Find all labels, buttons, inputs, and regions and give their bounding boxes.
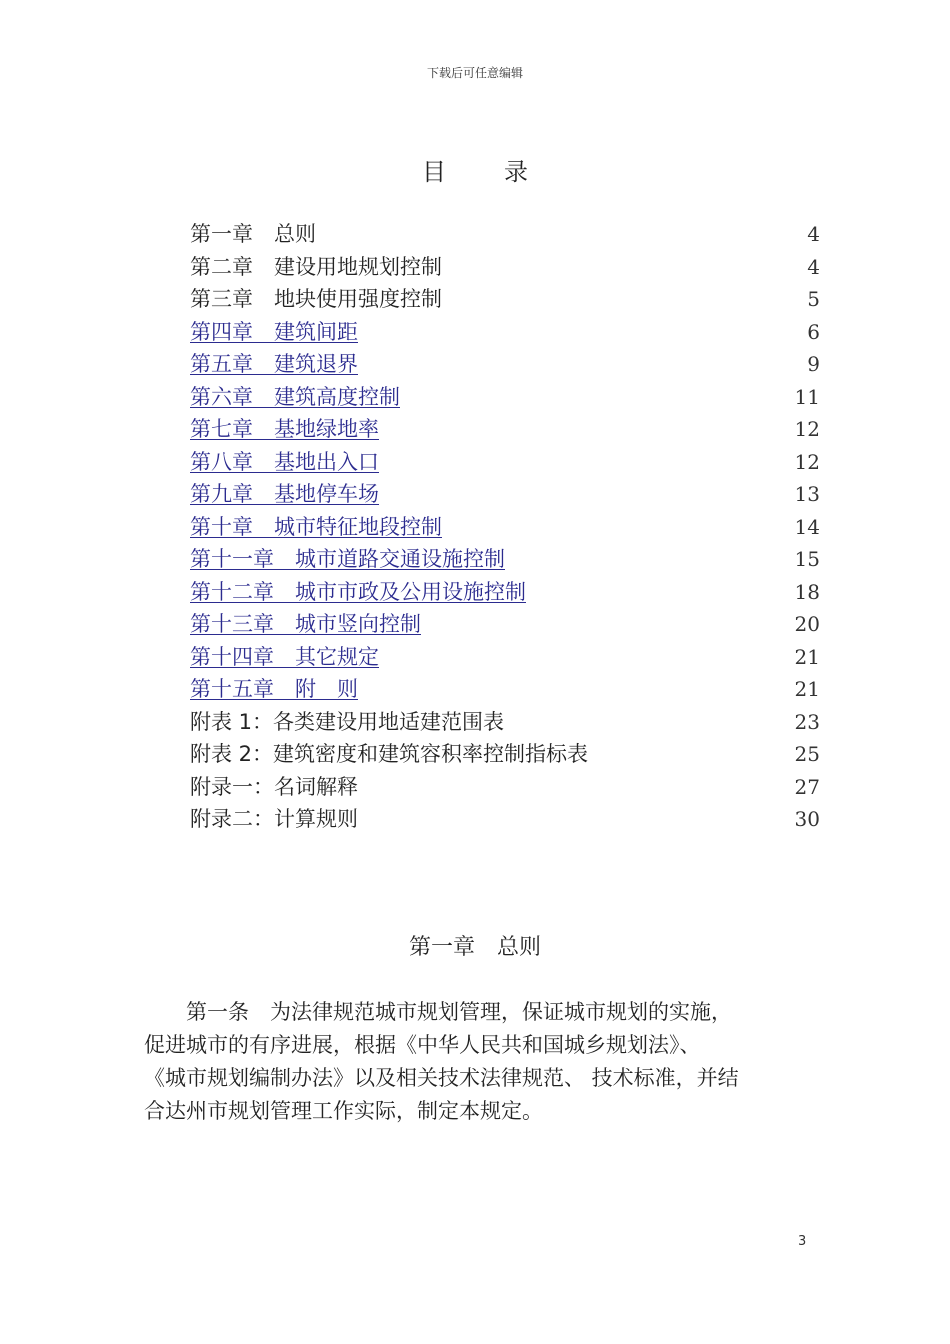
toc-entry[interactable] bbox=[190, 641, 820, 674]
toc-entry-page: 23 bbox=[794, 709, 820, 734]
toc-entry-link[interactable]: 第五章 建筑退界 bbox=[190, 352, 358, 376]
toc-entry-page: 14 bbox=[794, 514, 820, 539]
toc-entry[interactable] bbox=[190, 413, 820, 446]
toc-entry-link[interactable]: 第七章 基地绿地率 bbox=[190, 417, 379, 441]
table-of-contents bbox=[190, 218, 820, 836]
toc-entry[interactable] bbox=[190, 316, 820, 349]
toc-entry-label: 第一章 总则 bbox=[190, 222, 316, 246]
toc-entry bbox=[190, 283, 820, 316]
toc-entry[interactable] bbox=[190, 673, 820, 706]
toc-entry-page: 12 bbox=[794, 417, 820, 441]
toc-entry-page: 12 bbox=[794, 449, 820, 474]
toc-entry bbox=[190, 218, 820, 251]
toc-entry[interactable] bbox=[190, 608, 820, 641]
toc-entry-label: 附录二：计算规则 bbox=[190, 807, 358, 831]
toc-entry-page: 4 bbox=[807, 222, 820, 246]
body-paragraph bbox=[144, 996, 814, 1128]
body-line: 《城市规划编制办法》以及相关技术法律规范、 技术标准，并结 bbox=[144, 1066, 739, 1090]
toc-entry-page: 21 bbox=[794, 677, 820, 701]
toc-entry-page: 30 bbox=[794, 807, 820, 831]
toc-entry-page: 9 bbox=[807, 352, 820, 376]
toc-entry bbox=[190, 706, 820, 739]
toc-title: 目录 bbox=[422, 158, 586, 186]
page-number: 3 bbox=[798, 1234, 807, 1249]
toc-entry-label: 附表 2：建筑密度和建筑容积率控制指标表 bbox=[190, 742, 589, 766]
toc-entry[interactable] bbox=[190, 576, 820, 609]
toc-entry-link[interactable]: 第十一章 城市道路交通设施控制 bbox=[190, 547, 505, 571]
chapter-heading: 第一章 总则 bbox=[408, 935, 541, 960]
toc-entry bbox=[190, 251, 820, 284]
toc-entry-page: 4 bbox=[807, 254, 820, 279]
toc-entry-link[interactable]: 第十三章 城市竖向控制 bbox=[190, 612, 421, 636]
toc-entry[interactable] bbox=[190, 511, 820, 544]
toc-entry-page: 20 bbox=[794, 612, 820, 636]
toc-entry-label: 附录一：名词解释 bbox=[190, 774, 358, 799]
toc-entry-link[interactable]: 第十四章 其它规定 bbox=[190, 644, 379, 669]
toc-entry-page: 6 bbox=[807, 319, 820, 344]
toc-entry bbox=[190, 738, 820, 771]
header-note: 下载后可任意编辑 bbox=[426, 66, 523, 80]
toc-entry[interactable] bbox=[190, 446, 820, 479]
toc-entry-page: 25 bbox=[794, 742, 820, 766]
toc-entry-link[interactable]: 第十五章 附 则 bbox=[190, 677, 358, 701]
toc-entry-link[interactable]: 第四章 建筑间距 bbox=[190, 319, 358, 344]
toc-entry-link[interactable]: 第十二章 城市市政及公用设施控制 bbox=[190, 579, 526, 604]
toc-entry-page: 21 bbox=[794, 644, 820, 669]
toc-entry bbox=[190, 771, 820, 804]
toc-entry-link[interactable]: 第十章 城市特征地段控制 bbox=[190, 514, 442, 539]
toc-entry-label: 附表 1：各类建设用地适建范围表 bbox=[190, 709, 505, 734]
body-line: 第一条 为法律规范城市规划管理，保证城市规划的实施， bbox=[144, 1000, 732, 1024]
toc-entry[interactable] bbox=[190, 381, 820, 414]
toc-entry-page: 15 bbox=[794, 547, 820, 571]
toc-entry bbox=[190, 803, 820, 836]
toc-entry-label: 第二章 建设用地规划控制 bbox=[190, 254, 442, 279]
toc-entry-page: 11 bbox=[794, 384, 820, 409]
toc-entry-page: 27 bbox=[794, 774, 820, 799]
toc-entry-link[interactable]: 第九章 基地停车场 bbox=[190, 482, 379, 506]
toc-entry[interactable] bbox=[190, 348, 820, 381]
toc-entry-label: 第三章 地块使用强度控制 bbox=[190, 287, 442, 311]
toc-entry-page: 18 bbox=[794, 579, 820, 604]
toc-entry[interactable] bbox=[190, 478, 820, 511]
toc-entry-page: 5 bbox=[807, 287, 820, 311]
toc-entry-link[interactable]: 第八章 基地出入口 bbox=[190, 449, 379, 474]
body-line: 促进城市的有序进展，根据《中华人民共和国城乡规划法》、 bbox=[144, 1033, 701, 1057]
body-line: 合达州市规划管理工作实际，制定本规定。 bbox=[144, 1099, 543, 1123]
toc-entry-page: 13 bbox=[794, 482, 820, 506]
toc-entry-link[interactable]: 第六章 建筑高度控制 bbox=[190, 384, 400, 409]
toc-entry[interactable] bbox=[190, 543, 820, 576]
